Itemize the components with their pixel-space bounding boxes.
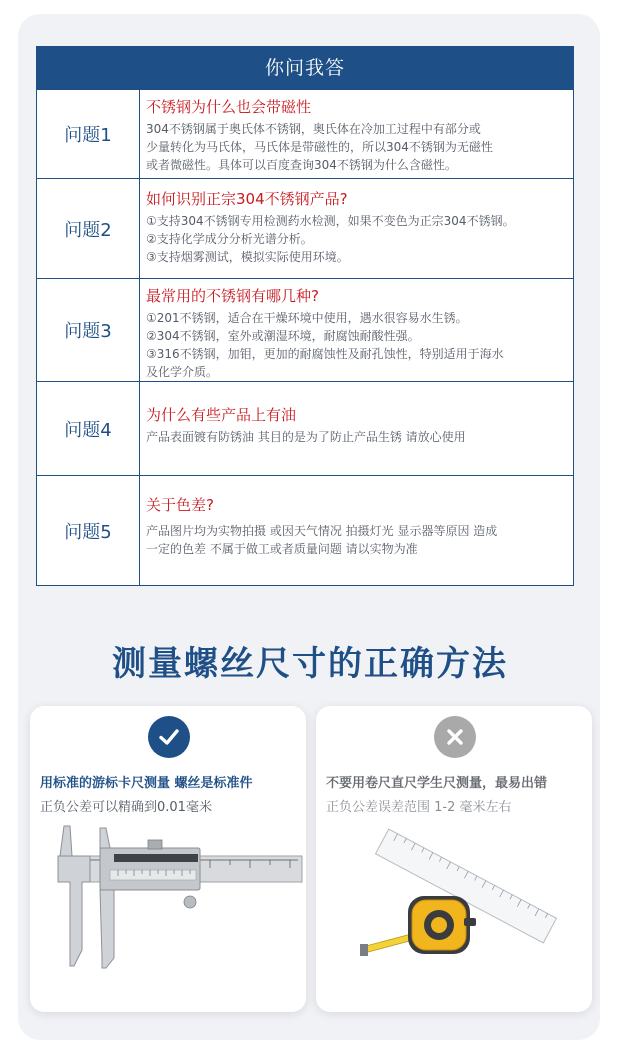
faq-question-label: 问题2 [37,179,140,278]
faq-row [37,278,573,381]
vernier-caliper-illustration [30,818,306,978]
faq-header: 你问我答 [37,47,573,89]
faq-answer [140,179,573,278]
wrong-method-panel [316,706,592,1012]
faq-answer-line: 304不锈钢属于奥氏体不锈钢，奥氏体在冷加工过程中有部分或 [146,122,481,136]
faq-answer-line: ③316不锈钢，加钼，更加的耐腐蚀性及耐孔蚀性，特别适用于海水 [146,347,504,361]
faq-answer-line: 或者微磁性。具体可以百度查询304不锈钢为什么含磁性。 [146,158,457,172]
faq-answer [140,279,573,381]
faq-answer [140,382,573,475]
faq-answer-line: 及化学介质。 [146,365,219,379]
faq-question-title: 不锈钢为什么也会带磁性 [146,98,312,116]
faq-answer-line: 产品图片均为实物拍摄 或因天气情况 拍摄灯光 显示器等原因 造成 [146,524,498,538]
correct-method-panel [30,706,306,1012]
faq-row [37,178,573,278]
correct-method-subtitle: 正负公差可以精确到0.01毫米 [40,800,212,815]
faq-answer-line: 少量转化为马氏体，马氏体是带磁性的，所以304不锈钢为无磁性 [146,140,493,154]
wrong-method-subtitle: 正负公差误差范围 1-2 毫米左右 [326,800,512,815]
faq-table [36,46,574,586]
faq-row [37,89,573,178]
faq-answer-line: ③支持烟雾测试，模拟实际使用环境。 [146,250,349,264]
faq-answer-line: ①201不锈钢，适合在干燥环境中使用，遇水很容易水生锈。 [146,311,468,325]
faq-question-title: 最常用的不锈钢有哪几种? [146,287,319,305]
faq-answer [140,90,573,178]
cross-icon [434,716,476,758]
faq-answer-line: ①支持304不锈钢专用检测药水检测，如果不变色为正宗304不锈钢。 [146,214,515,228]
wrong-method-title: 不要用卷尺直尺学生尺测量，最易出错 [326,776,548,791]
faq-answer-line: ②支持化学成分分析光谱分析。 [146,232,313,246]
faq-question-title: 关于色差? [146,496,214,514]
faq-question-title: 为什么有些产品上有油 [146,406,297,424]
correct-method-title: 用标准的游标卡尺测量 螺丝是标准件 [40,776,253,791]
faq-answer-line: 产品表面镀有防锈油 其目的是为了防止产品生锈 请放心使用 [146,430,466,444]
section-title: 测量螺丝尺寸的正确方法 [112,644,508,684]
faq-row [37,475,573,585]
faq-answer [140,476,573,585]
faq-question-label: 问题1 [37,90,140,178]
faq-answer-line: ②304不锈钢，室外或潮湿环境，耐腐蚀耐酸性强。 [146,329,420,343]
faq-question-label: 问题5 [37,476,140,585]
faq-question-label: 问题4 [37,382,140,475]
faq-row [37,381,573,475]
tape-measure-ruler-illustration [316,818,592,988]
faq-answer-line: 一定的色差 不属于做工或者质量问题 请以实物为准 [146,542,418,556]
faq-question-label: 问题3 [37,279,140,381]
faq-question-title: 如何识别正宗304不锈钢产品? [146,190,348,208]
check-icon [148,716,190,758]
